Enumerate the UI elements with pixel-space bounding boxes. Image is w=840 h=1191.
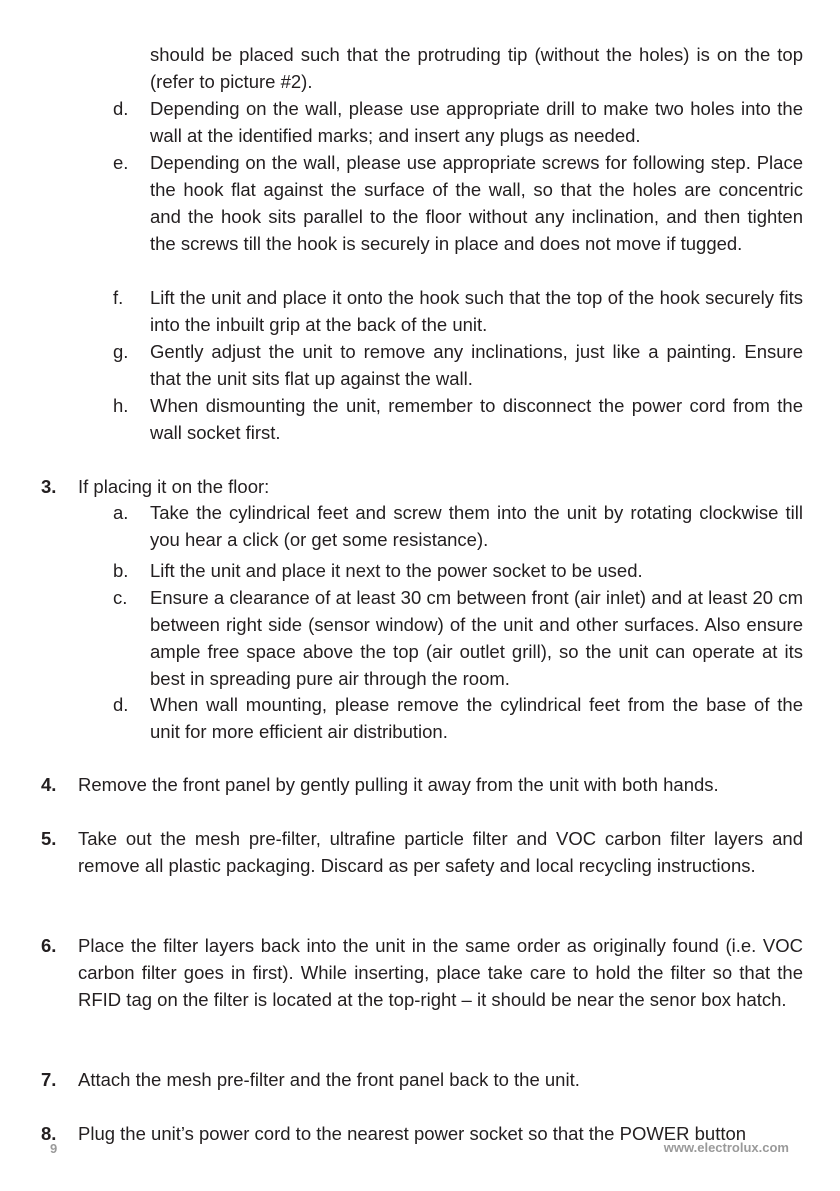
footer-website: www.electrolux.com <box>663 1140 789 1155</box>
step-3 <box>41 473 803 500</box>
sub-item-label: e. <box>113 152 129 173</box>
sub-item-label: d. <box>113 98 129 119</box>
sub-item-b <box>113 557 803 584</box>
sub-item-label: b. <box>113 560 129 581</box>
step-6 <box>41 932 803 1013</box>
step-text: Attach the mesh pre-filter and the front panel back to the unit. <box>78 1069 580 1090</box>
continued-paragraph: should be placed such that the protruding tip (without the holes) is on the top (refer to picture #2). <box>150 44 803 92</box>
sub-item-text: Gently adjust the unit to remove any inclinations, just like a painting. Ensure that the unit sits flat up against the wall. <box>150 341 803 389</box>
step-text: Plug the unit’s power cord to the nearest power socket so that the POWER button <box>78 1123 747 1144</box>
sub-item-text: Take the cylindrical feet and screw them into the unit by rotating clockwise till you hear a click (or get some resistance). <box>150 502 803 550</box>
step-5 <box>41 825 803 879</box>
page-number: 9 <box>50 1141 58 1156</box>
sub-item-label: h. <box>113 395 129 416</box>
step-text: Place the filter layers back into the unit in the same order as originally found (i.e. VOC carbon filter goes in first). While inserting, place take care to hold the filter so that the RFID tag on the filter is located at the top-right – it should be near the senor box hatch. <box>78 935 803 1010</box>
step-number: 6. <box>41 935 57 956</box>
sub-item-text: When dismounting the unit, remember to disconnect the power cord from the wall socket first. <box>150 395 803 443</box>
sub-item-g <box>113 338 803 392</box>
sub-item-label: c. <box>113 587 128 608</box>
sub-item-e <box>113 149 803 257</box>
step-7 <box>41 1066 803 1093</box>
step-number: 5. <box>41 828 57 849</box>
sub-item-label: g. <box>113 341 129 362</box>
step-number: 7. <box>41 1069 57 1090</box>
sub-item-text: Lift the unit and place it onto the hook such that the top of the hook securely fits into the inbuilt grip at the back of the unit. <box>150 287 803 335</box>
step-text: Take out the mesh pre-filter, ultrafine particle filter and VOC carbon filter layers and remove all plastic packaging. Discard as per safety and local recycling instructions. <box>78 828 803 876</box>
sub-item-text: Lift the unit and place it next to the power socket to be used. <box>150 560 643 581</box>
sub-item-f <box>113 284 803 338</box>
step-number: 3. <box>41 476 57 497</box>
sub-item-text: Depending on the wall, please use appropriate screws for following step. Place the hook flat against the surface of the wall, so that the holes are concentric and the hook sits parallel to the floor without any inclination, and then tighten the screws till the hook is securely in place and does not move if tugged. <box>150 152 803 254</box>
step-text: Remove the front panel by gently pulling it away from the unit with both hands. <box>78 774 719 795</box>
sub-item-d2 <box>113 691 803 745</box>
sub-item-label: f. <box>113 287 124 308</box>
step-text: If placing it on the floor: <box>78 476 270 497</box>
step-4 <box>41 771 803 798</box>
sub-item-label: a. <box>113 502 129 523</box>
sub-item-text: When wall mounting, please remove the cylindrical feet from the base of the unit for more efficient air distribution. <box>150 694 803 742</box>
sub-item-text: Ensure a clearance of at least 30 cm between front (air inlet) and at least 20 cm between right side (sensor window) of the unit and other surfaces. Also ensure ample free space above the top (air outlet grill), so the unit can operate at its best in spreading pure air through the room. <box>150 587 803 689</box>
sub-item-label: d. <box>113 694 129 715</box>
sub-item-c <box>113 584 803 692</box>
sub-item-h <box>113 392 803 446</box>
step-number: 4. <box>41 774 57 795</box>
step-number: 8. <box>41 1123 57 1144</box>
sub-item-a <box>113 499 803 553</box>
sub-item-text: Depending on the wall, please use appropriate drill to make two holes into the wall at the identified marks; and insert any plugs as needed. <box>150 98 803 146</box>
sub-item-d <box>113 95 803 149</box>
